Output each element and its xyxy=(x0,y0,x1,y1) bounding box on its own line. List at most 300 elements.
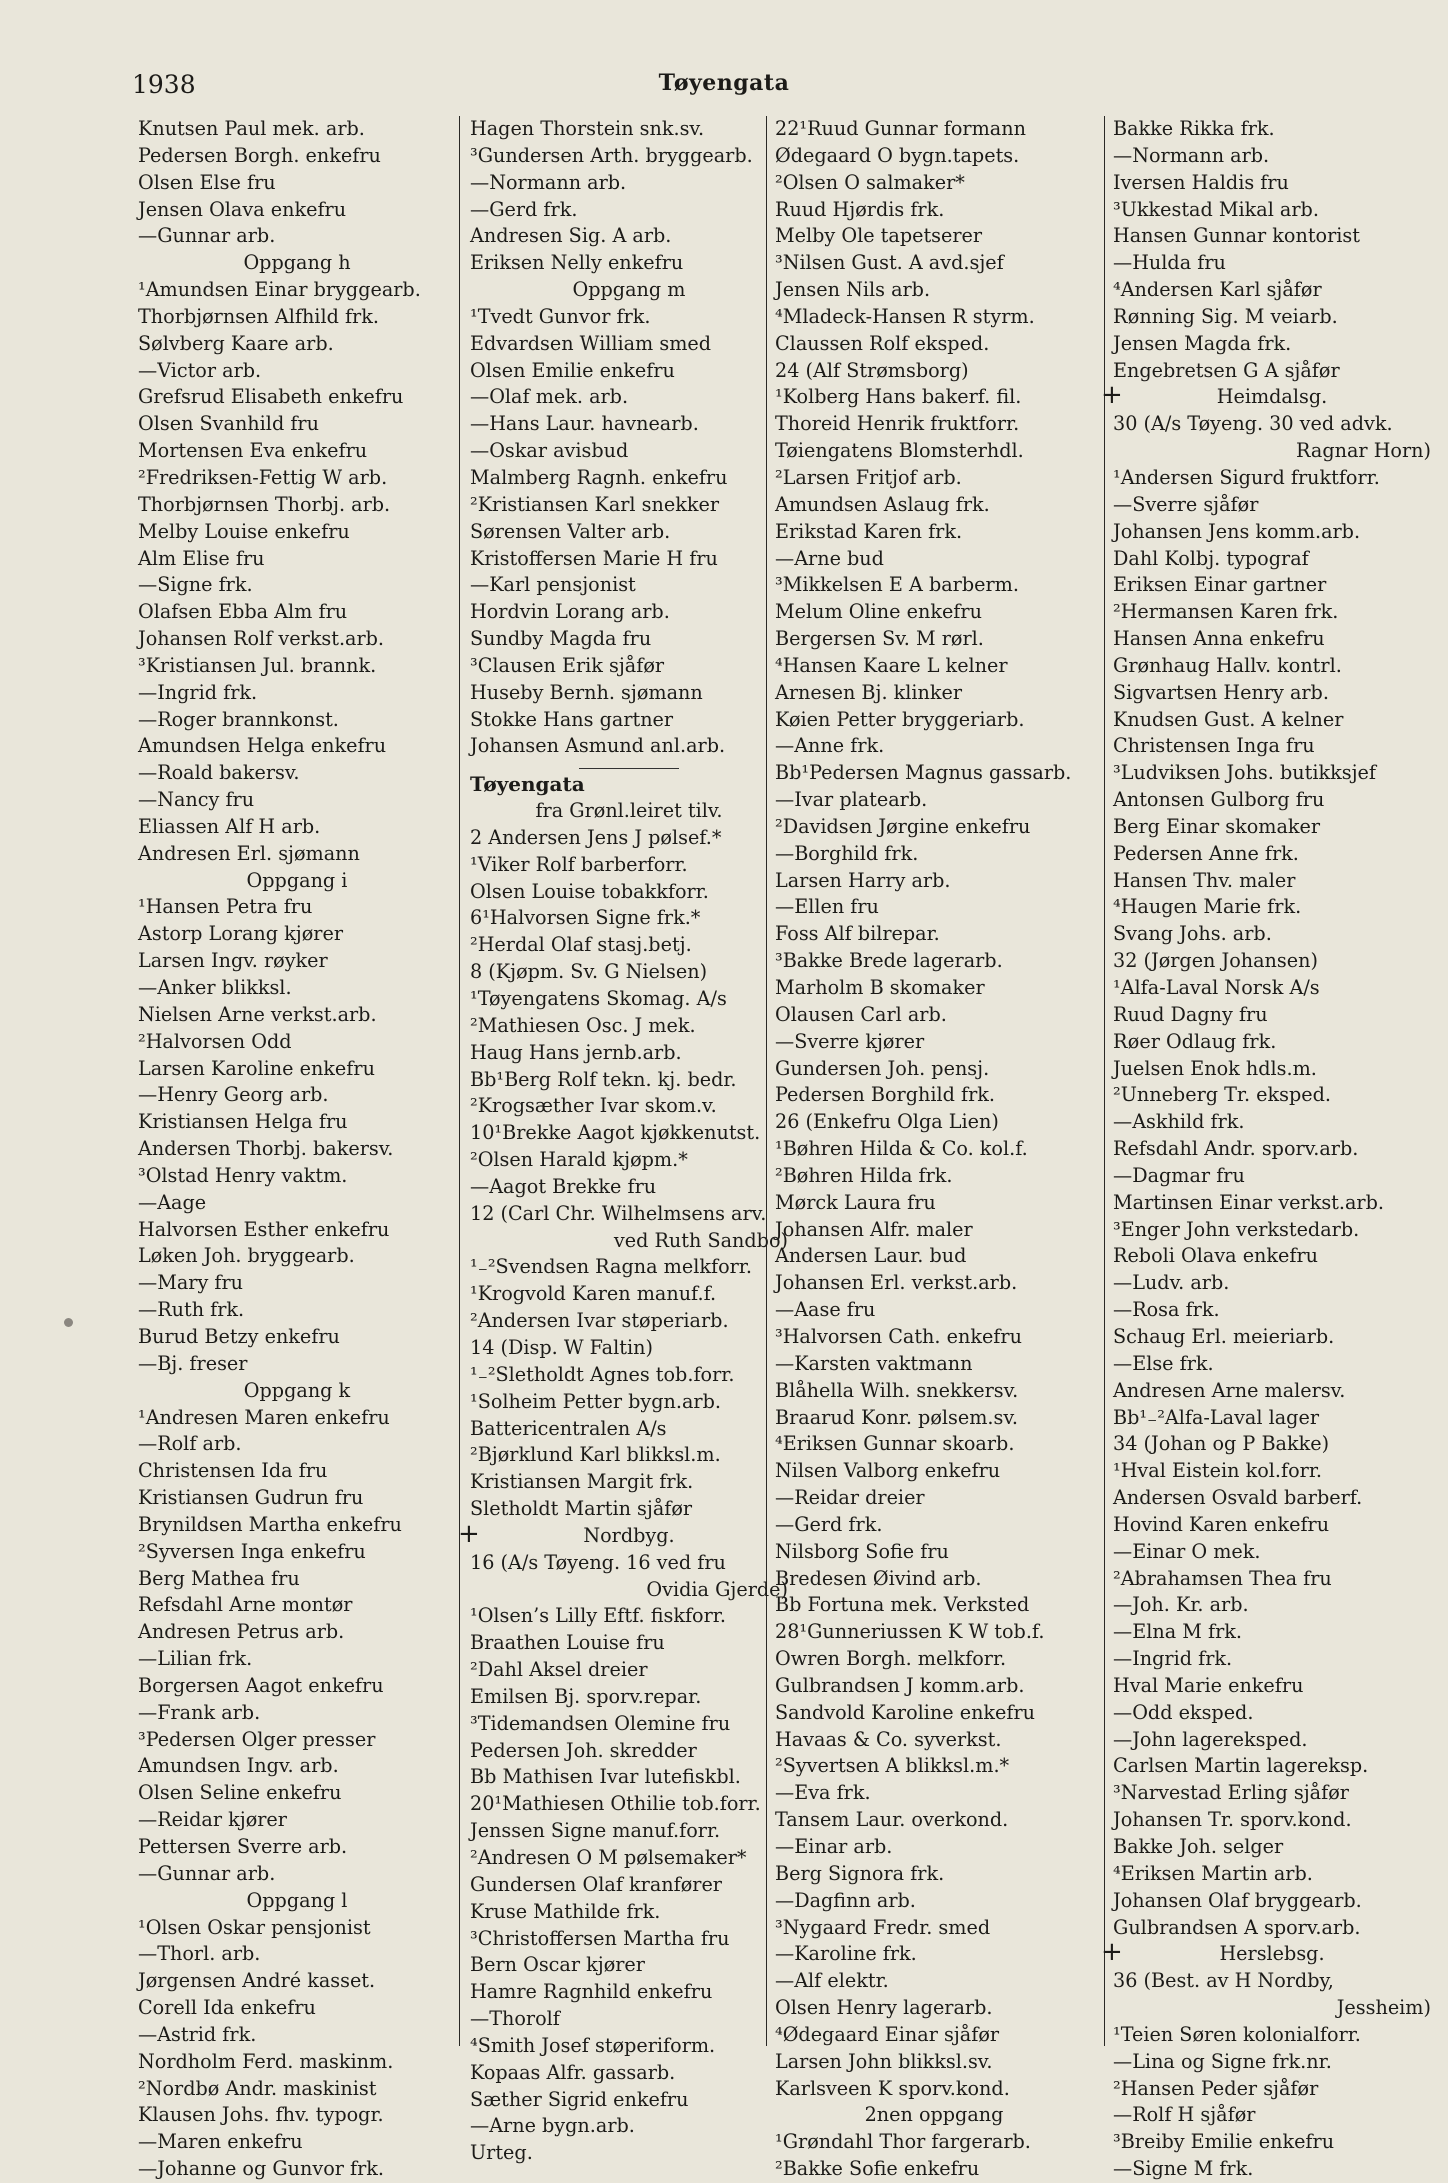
directory-entry: ³Ludviksen Johs. butikksjef xyxy=(1113,761,1376,785)
directory-entry: Bb¹₋²Alfa-Laval lager xyxy=(1113,1405,1319,1429)
directory-entry: —Frank arb. xyxy=(138,1700,261,1724)
directory-entry: —Signe M frk. xyxy=(1113,2157,1254,2181)
directory-entry: —Ivar platearb. xyxy=(775,788,928,812)
directory-entry: Larsen Ingv. røyker xyxy=(138,949,328,973)
directory-entry: Bb Mathisen Ivar lutefiskbl. xyxy=(470,1765,741,1789)
directory-entry: Andersen Thorbj. bakersv. xyxy=(138,1137,394,1161)
cross-reference-icon: + xyxy=(1101,380,1123,411)
directory-entry: ³Olstad Henry vaktm. xyxy=(138,1163,348,1187)
directory-entry: ²Bjørklund Karl blikksl.m. xyxy=(470,1443,721,1467)
directory-entry: ¹₋²Svendsen Ragna melkforr. xyxy=(470,1255,752,1279)
directory-entry: Andresen Petrus arb. xyxy=(138,1620,345,1644)
directory-entry: —Rolf arb. xyxy=(138,1432,242,1456)
directory-entry: ¹Olsen’s Lilly Eftf. fiskforr. xyxy=(470,1604,726,1628)
directory-entry: —Astrid frk. xyxy=(138,2022,257,2046)
directory-entry: ²Andersen Ivar støperiarb. xyxy=(470,1309,729,1333)
directory-entry: Stokke Hans gartner xyxy=(470,707,674,731)
directory-entry: —Ingrid frk. xyxy=(138,680,258,704)
directory-entry: ¹Andresen Maren enkefru xyxy=(138,1405,390,1429)
directory-entry: ²Krogsæther Ivar skom.v. xyxy=(470,1094,717,1118)
directory-entry: Blåhella Wilh. snekkersv. xyxy=(775,1378,1019,1402)
directory-entry: Berg Einar skomaker xyxy=(1113,814,1321,838)
directory-entry: Hval Marie enkefru xyxy=(1113,1673,1304,1697)
directory-entry: —Ruth frk. xyxy=(138,1298,245,1322)
directory-entry: Sæther Sigrid enkefru xyxy=(470,2087,689,2111)
directory-entry: —Hans Laur. havnearb. xyxy=(470,412,699,436)
directory-entry: ⁴Hansen Kaare L kelner xyxy=(775,653,1008,677)
directory-entry: Alm Elise fru xyxy=(138,546,265,570)
directory-entry: Kristoffersen Marie H fru xyxy=(470,546,718,570)
directory-entry: ²Syvertsen A blikksl.m.* xyxy=(775,1754,1010,1778)
directory-entry: Larsen John blikksl.sv. xyxy=(775,2049,993,2073)
directory-entry: Juelsen Enok hdls.m. xyxy=(1113,1056,1317,1080)
directory-entry: ³Kristiansen Jul. brannk. xyxy=(138,653,377,677)
directory-entry: Gulbrandsen J komm.arb. xyxy=(775,1673,1025,1697)
directory-entry: Olsen Louise tobakkforr. xyxy=(470,879,709,903)
directory-entry: 32 (Jørgen Johansen) xyxy=(1113,949,1318,973)
directory-entry: Braarud Konr. pølsem.sv. xyxy=(775,1405,1019,1429)
directory-entry: 20¹Mathiesen Othilie tob.forr. xyxy=(470,1792,761,1816)
directory-entry: Johansen Alfr. maler xyxy=(775,1217,973,1241)
directory-entry: 30 (A/s Tøyeng. 30 ved advk. xyxy=(1113,412,1393,436)
directory-entry: Ruud Dagny fru xyxy=(1113,1002,1268,1026)
directory-entry: —Gerd frk. xyxy=(470,197,578,221)
directory-entry: —Henry Georg arb. xyxy=(138,1083,329,1107)
directory-entry: Amundsen Aslaug frk. xyxy=(775,492,990,516)
directory-entry: Olsen Henry lagerarb. xyxy=(775,1996,993,2020)
directory-entry: Karlsveen K sporv.kond. xyxy=(775,2076,1010,2100)
directory-entry: Corell Ida enkefru xyxy=(138,1996,316,2020)
directory-entry: ²Herdal Olaf stasj.betj. xyxy=(470,933,692,957)
directory-entry: —Askhild frk. xyxy=(1113,1110,1245,1134)
page-title: Tøyengata xyxy=(658,70,790,96)
directory-entry: ²Abrahamsen Thea fru xyxy=(1113,1566,1332,1590)
directory-entry: —Victor arb. xyxy=(138,358,262,382)
directory-entry: —Eva frk. xyxy=(775,1781,871,1805)
directory-entry: ³Halvorsen Cath. enkefru xyxy=(775,1324,1022,1348)
directory-entry: —Rosa frk. xyxy=(1113,1298,1220,1322)
directory-entry: ved Ruth Sandbo) xyxy=(613,1228,788,1252)
directory-entry: —Else frk. xyxy=(1113,1351,1214,1375)
directory-entry: Nilsen Valborg enkefru xyxy=(775,1459,1001,1483)
directory-entry: Dahl Kolbj. typograf xyxy=(1113,546,1309,570)
section-divider xyxy=(579,768,679,769)
directory-column-4 xyxy=(1101,116,1431,2183)
directory-entry: —Reidar dreier xyxy=(775,1486,925,1510)
directory-entry: —Signe frk. xyxy=(138,573,253,597)
directory-entry: —Joh. Kr. arb. xyxy=(1113,1593,1249,1617)
directory-entry: Amundsen Ingv. arb. xyxy=(138,1754,339,1778)
directory-entry: ²Fredriksen-Fettig W arb. xyxy=(138,465,388,489)
directory-entry: Eriksen Einar gartner xyxy=(1113,573,1327,597)
directory-entry: Emilsen Bj. sporv.repar. xyxy=(470,1684,702,1708)
directory-entry: ²Syversen Inga enkefru xyxy=(138,1539,366,1563)
directory-entry: Bakke Joh. selger xyxy=(1113,1835,1284,1858)
directory-entry: —Ellen fru xyxy=(775,895,879,919)
directory-entry: Nilsborg Sofie fru xyxy=(775,1539,949,1563)
directory-entry: ²Hansen Peder sjåfør xyxy=(1113,2076,1319,2100)
directory-entry: fra Grønl.leiret tilv. xyxy=(535,799,723,823)
directory-entry: Pettersen Sverre arb. xyxy=(138,1835,348,1858)
directory-entry: 14 (Disp. W Faltin) xyxy=(470,1335,653,1359)
directory-entry: ³Nilsen Gust. A avd.sjef xyxy=(775,251,1004,275)
directory-entry: Martinsen Einar verkst.arb. xyxy=(1113,1190,1384,1214)
directory-entry: ⁴Eriksen Martin arb. xyxy=(1113,1861,1313,1885)
directory-entry: —Reidar kjører xyxy=(138,1808,287,1832)
directory-entry: Rønning Sig. M veiarb. xyxy=(1113,304,1338,328)
directory-entry: ¹Amundsen Einar bryggearb. xyxy=(138,278,421,302)
directory-entry: Sandvold Karoline enkefru xyxy=(775,1700,1036,1724)
directory-entry: ²Mathiesen Osc. J mek. xyxy=(470,1013,696,1037)
directory-entry: Reboli Olava enkefru xyxy=(1113,1244,1319,1268)
directory-entry: Larsen Harry arb. xyxy=(775,868,951,892)
directory-entry: Ruud Hjørdis frk. xyxy=(775,197,945,221)
directory-entry: 2 Andersen Jens J pølsef.* xyxy=(470,825,722,849)
directory-entry: —Roald bakersv. xyxy=(138,761,300,785)
directory-entry: Iversen Haldis fru xyxy=(1113,170,1289,194)
directory-entry: —Alf elektr. xyxy=(775,1969,889,1993)
directory-entry: Bergersen Sv. M rørl. xyxy=(775,627,984,651)
directory-entry: Kristiansen Helga fru xyxy=(138,1110,348,1134)
directory-entry: Carlsen Martin lagereksp. xyxy=(1113,1754,1369,1778)
directory-entry: ²Kristiansen Karl snekker xyxy=(470,492,720,516)
directory-entry: —Aase fru xyxy=(775,1298,876,1322)
directory-entry: Sølvberg Kaare arb. xyxy=(138,331,334,355)
directory-entry: ¹Andersen Sigurd fruktforr. xyxy=(1113,465,1380,489)
cross-reference-icon: + xyxy=(458,1518,480,1549)
directory-entry: Jensen Nils arb. xyxy=(775,278,931,302)
directory-entry: Sørensen Valter arb. xyxy=(470,519,671,543)
directory-entry: Ragnar Horn) xyxy=(1296,439,1431,463)
directory-entry: Pedersen Anne frk. xyxy=(1113,841,1299,865)
directory-entry: ³Mikkelsen E A barberm. xyxy=(775,573,1019,597)
directory-entry: Oppgang m xyxy=(572,278,686,302)
directory-entry: —Arne bud xyxy=(775,546,884,570)
directory-entry: —Hulda fru xyxy=(1113,251,1226,275)
directory-entry: —Rolf H sjåfør xyxy=(1113,2103,1256,2127)
directory-entry: —Mary fru xyxy=(138,1271,244,1295)
directory-entry: Jensen Olava enkefru xyxy=(138,197,347,221)
directory-entry: Foss Alf bilrepar. xyxy=(775,922,940,946)
directory-entry: ⁴Mladeck-Hansen R styrm. xyxy=(775,304,1035,328)
directory-entry: Refsdahl Andr. sporv.arb. xyxy=(1113,1137,1359,1161)
directory-entry: ¹Hval Eistein kol.forr. xyxy=(1113,1459,1322,1483)
directory-entry: —Gerd frk. xyxy=(775,1512,883,1536)
directory-entry: —Roger brannkonst. xyxy=(138,707,339,731)
directory-entry: Melby Louise enkefru xyxy=(138,519,350,543)
directory-entry: Grønhaug Hallv. kontrl. xyxy=(1113,653,1342,677)
margin-dot xyxy=(64,1318,73,1327)
directory-entry: Olsen Seline enkefru xyxy=(138,1781,342,1805)
directory-entry: —Johanne og Gunvor frk. xyxy=(138,2157,385,2181)
directory-entry: ³Pedersen Olger presser xyxy=(138,1727,376,1751)
directory-entry: Schaug Erl. meieriarb. xyxy=(1113,1324,1335,1348)
directory-entry: —Karsten vaktmann xyxy=(775,1351,973,1375)
directory-entry: ²Olsen Harald kjøpm.* xyxy=(470,1148,688,1172)
directory-entry: Oppgang h xyxy=(243,251,351,275)
directory-entry: 2nen oppgang xyxy=(864,2103,1004,2127)
directory-entry: Havaas & Co. syverkst. xyxy=(775,1727,1002,1751)
directory-entry: Hansen Gunnar kontorist xyxy=(1113,224,1360,248)
directory-entry: Bb¹Pedersen Magnus gassarb. xyxy=(775,761,1072,785)
directory-entry: Christensen Inga fru xyxy=(1113,734,1315,758)
directory-entry: ³Enger John verkstedarb. xyxy=(1113,1217,1360,1241)
directory-entry: ³Ukkestad Mikal arb. xyxy=(1113,197,1319,221)
directory-entry: ³Narvestad Erling sjåfør xyxy=(1113,1781,1349,1805)
directory-entry: Hansen Thv. maler xyxy=(1113,868,1296,892)
directory-entry: ²Bøhren Hilda frk. xyxy=(775,1163,953,1187)
directory-entry: Jenssen Signe manuf.forr. xyxy=(470,1819,721,1843)
directory-entry: ⁴Smith Josef støperiform. xyxy=(470,2033,716,2057)
directory-entry: Eriksen Nelly enkefru xyxy=(470,251,684,275)
directory-entry: 36 (Best. av H Nordby, xyxy=(1113,1969,1334,1993)
directory-entry: —Normann arb. xyxy=(470,170,627,194)
directory-entry: Kopaas Alfr. gassarb. xyxy=(470,2060,676,2084)
directory-entry: Kristiansen Gudrun fru xyxy=(138,1486,364,1510)
directory-entry: Refsdahl Arne montør xyxy=(138,1593,353,1617)
directory-entry: 24 (Alf Strømsborg) xyxy=(775,358,969,382)
directory-entry: Klausen Johs. fhv. typogr. xyxy=(138,2103,384,2127)
directory-entry: ¹Krogvold Karen manuf.f. xyxy=(470,1282,717,1306)
directory-entry: Battericentralen A/s xyxy=(470,1416,667,1440)
directory-entry: Larsen Karoline enkefru xyxy=(138,1056,375,1080)
directory-entry: Hovind Karen enkefru xyxy=(1113,1512,1330,1536)
directory-entry: Owren Borgh. melkforr. xyxy=(775,1647,1007,1671)
directory-entry: 26 (Enkefru Olga Lien) xyxy=(775,1110,999,1134)
directory-entry: Jessheim) xyxy=(1336,1996,1431,2020)
directory-entry: Hagen Thorstein snk.sv. xyxy=(470,117,705,140)
directory-entry: Johansen Tr. sporv.kond. xyxy=(1113,1808,1352,1832)
directory-entry: ¹Teien Søren kolonialforr. xyxy=(1113,2022,1361,2046)
directory-entry: Johansen Jens komm.arb. xyxy=(1113,519,1361,543)
directory-entry: Johansen Erl. verkst.arb. xyxy=(775,1271,1018,1295)
directory-entry: Engebretsen G A sjåfør xyxy=(1113,358,1340,382)
directory-entry: Eliassen Alf H arb. xyxy=(138,814,321,838)
directory-entry: Claussen Rolf eksped. xyxy=(775,331,990,355)
directory-column-1 xyxy=(138,116,456,2183)
directory-entry: Berg Signora frk. xyxy=(775,1861,945,1885)
directory-entry: —Olaf mek. arb. xyxy=(470,385,629,409)
directory-entry: —Borghild frk. xyxy=(775,841,919,865)
directory-entry: —Anker blikksl. xyxy=(138,976,292,999)
directory-entry: ³Tidemandsen Olemine fru xyxy=(470,1711,731,1735)
directory-entry: Ødegaard O bygn.tapets. xyxy=(775,143,1020,167)
directory-entry: Sundby Magda fru xyxy=(470,627,652,651)
directory-entry: —Sverre sjåfør xyxy=(1113,492,1259,516)
directory-entry: 12 (Carl Chr. Wilhelmsens arv. xyxy=(470,1201,767,1225)
directory-entry: Oppgang i xyxy=(246,868,348,892)
directory-entry: Mørck Laura fru xyxy=(775,1190,936,1214)
directory-entry: Thorbjørnsen Thorbj. arb. xyxy=(138,492,391,516)
directory-entry: ¹Olsen Oskar pensjonist xyxy=(138,1915,371,1939)
directory-entry: Nordholm Ferd. maskinm. xyxy=(138,2049,394,2073)
directory-entry: Svang Johs. arb. xyxy=(1113,922,1272,946)
directory-entry: Andersen Osvald barberf. xyxy=(1113,1486,1363,1510)
directory-entry: —Maren enkefru xyxy=(138,2130,303,2154)
directory-entry: —Arne bygn.arb. xyxy=(470,2114,635,2138)
directory-entry: ²Hermansen Karen frk. xyxy=(1113,600,1339,624)
directory-entry: Pedersen Joh. skredder xyxy=(470,1738,697,1762)
cross-reference-icon: + xyxy=(1101,1937,1123,1968)
directory-entry: ³Gundersen Arth. bryggearb. xyxy=(470,143,753,167)
directory-entry: ³Nygaard Fredr. smed xyxy=(775,1915,991,1939)
directory-entry: Hordvin Lorang arb. xyxy=(470,600,670,624)
directory-entry: —Karoline frk. xyxy=(775,1942,917,1966)
directory-entry: —Anne frk. xyxy=(775,734,885,758)
directory-entry: —Dagmar fru xyxy=(1113,1163,1245,1187)
directory-entry: Bern Oscar kjører xyxy=(470,1953,645,1977)
directory-entry: 8 (Kjøpm. Sv. G Nielsen) xyxy=(470,960,708,984)
directory-entry: ¹Tvedt Gunvor frk. xyxy=(470,304,651,328)
directory-entry: ²Dahl Aksel dreier xyxy=(470,1658,648,1682)
directory-entry: ¹Alfa-Laval Norsk A/s xyxy=(1113,976,1320,999)
directory-entry: Urteg. xyxy=(470,2141,533,2165)
directory-entry: ³Bakke Brede lagerarb. xyxy=(775,949,1003,973)
directory-entry: —Normann arb. xyxy=(1113,143,1270,167)
directory-entry: Tansem Laur. overkond. xyxy=(775,1808,1009,1832)
directory-entry: Gundersen Olaf kranfører xyxy=(470,1872,722,1896)
directory-entry: Braathen Louise fru xyxy=(470,1631,665,1655)
directory-entry: Knudsen Gust. A kelner xyxy=(1113,707,1344,731)
directory-entry: Gulbrandsen A sporv.arb. xyxy=(1113,1915,1361,1939)
directory-entry: Melby Ole tapetserer xyxy=(775,224,983,248)
directory-entry: —Ingrid frk. xyxy=(1113,1647,1233,1671)
directory-entry: Køien Petter bryggeriarb. xyxy=(775,707,1025,731)
directory-entry: Pedersen Borgh. enkefru xyxy=(138,143,381,167)
directory-entry: Andersen Laur. bud xyxy=(775,1244,967,1268)
directory-entry: ¹Kolberg Hans bakerf. fil. xyxy=(775,385,1022,409)
directory-entry: ¹Solheim Petter bygn.arb. xyxy=(470,1389,721,1413)
directory-entry: ⁴Eriksen Gunnar skoarb. xyxy=(775,1432,1015,1456)
directory-entry: Berg Mathea fru xyxy=(138,1566,300,1590)
directory-entry: ²Davidsen Jørgine enkefru xyxy=(775,814,1031,838)
directory-entry: Oppgang k xyxy=(243,1378,351,1402)
directory-entry: Haug Hans jernb.arb. xyxy=(470,1040,682,1064)
directory-entry: ¹₋²Sletholdt Agnes tob.forr. xyxy=(470,1362,735,1386)
directory-entry: Sigvartsen Henry arb. xyxy=(1113,680,1329,704)
directory-entry: ¹Grøndahl Thor fargerarb. xyxy=(775,2130,1031,2154)
directory-entry: —Ludv. arb. xyxy=(1113,1271,1230,1295)
directory-entry: Astorp Lorang kjører xyxy=(138,922,343,946)
directory-entry: ²Nordbø Andr. maskinist xyxy=(138,2076,377,2100)
directory-entry: Gundersen Joh. pensj. xyxy=(775,1056,990,1080)
directory-entry: ¹Bøhren Hilda & Co. kol.f. xyxy=(775,1137,1028,1161)
directory-entry: ²Larsen Fritjof arb. xyxy=(775,465,962,489)
directory-entry: —Einar O mek. xyxy=(1113,1539,1261,1563)
directory-entry: Bb Fortuna mek. Verksted xyxy=(775,1593,1030,1617)
directory-entry: ⁴Andersen Karl sjåfør xyxy=(1113,278,1322,302)
directory-entry: ¹Viker Rolf barberforr. xyxy=(470,852,688,876)
directory-entry: Tøiengatens Blomsterhdl. xyxy=(775,439,1024,463)
directory-entry: Kruse Mathilde frk. xyxy=(470,1899,661,1923)
directory-entry: Borgersen Aagot enkefru xyxy=(138,1673,384,1697)
page-header xyxy=(0,70,1448,110)
directory-entry: ³Breiby Emilie enkefru xyxy=(1113,2130,1335,2154)
directory-entry: 16 (A/s Tøyeng. 16 ved fru xyxy=(470,1550,726,1574)
directory-entry: —Thorl. arb. xyxy=(138,1942,261,1966)
directory-entry: 34 (Johan og P Bakke) xyxy=(1113,1432,1330,1456)
directory-entry: —Gunnar arb. xyxy=(138,1861,276,1885)
directory-entry: —Thorolf xyxy=(470,2007,560,2031)
directory-entry: —Lina og Signe frk.nr. xyxy=(1113,2049,1332,2073)
directory-entry: Herslebsg. + xyxy=(1101,1937,1325,1968)
directory-entry: Thorbjørnsen Alfhild frk. xyxy=(138,304,379,328)
directory-entry: —Oskar avisbud xyxy=(470,439,629,463)
directory-entry: 22¹Ruud Gunnar formann xyxy=(775,117,1026,140)
directory-column-3 xyxy=(775,116,1093,2183)
directory-entry: Melum Oline enkefru xyxy=(775,600,982,624)
directory-entry: Edvardsen William smed xyxy=(470,331,712,355)
directory-entry: Arnesen Bj. klinker xyxy=(775,680,963,704)
directory-entry: 10¹Brekke Aagot kjøkkenutst. xyxy=(470,1121,761,1145)
directory-entry: Pedersen Borghild frk. xyxy=(775,1083,995,1107)
directory-entry: ²Halvorsen Odd xyxy=(138,1029,292,1053)
directory-entry: —John lagereksped. xyxy=(1113,1727,1308,1751)
directory-entry: Andresen Erl. sjømann xyxy=(138,841,360,865)
directory-entry: ¹Hansen Petra fru xyxy=(138,895,313,919)
page-number: 1938 xyxy=(132,70,196,99)
directory-entry: ³Clausen Erik sjåfør xyxy=(470,653,665,677)
directory-entry: Olsen Else fru xyxy=(138,170,276,194)
directory-entry: Bb¹Berg Rolf tekn. kj. bedr. xyxy=(470,1067,737,1091)
directory-entry: Bredesen Øivind arb. xyxy=(775,1566,982,1590)
directory-entry: Jørgensen André kasset. xyxy=(138,1969,376,1993)
directory-entry: Brynildsen Martha enkefru xyxy=(138,1512,402,1536)
directory-entry: 28¹Gunneriussen K W tob.f. xyxy=(775,1620,1045,1644)
directory-entry: Jensen Magda frk. xyxy=(1113,331,1292,355)
directory-entry: Burud Betzy enkefru xyxy=(138,1324,340,1348)
directory-entry: ⁴Ødegaard Einar sjåfør xyxy=(775,2022,1000,2046)
directory-entry: ²Bakke Sofie enkefru xyxy=(775,2157,980,2181)
directory-entry: Johansen Olaf bryggearb. xyxy=(1113,1888,1362,1912)
directory-entry: Olausen Carl arb. xyxy=(775,1002,947,1026)
directory-entry: —Elna M frk. xyxy=(1113,1620,1242,1644)
directory-entry: Kristiansen Margit frk. xyxy=(470,1470,694,1494)
directory-entry: Olafsen Ebba Alm fru xyxy=(138,600,348,624)
directory-entry: Røer Odlaug frk. xyxy=(1113,1029,1277,1053)
directory-entry: Nordbyg. + xyxy=(458,1518,675,1549)
directory-entry: Mortensen Eva enkefru xyxy=(138,439,368,463)
directory-entry: —Aage xyxy=(138,1190,207,1214)
directory-entry: Hansen Anna enkefru xyxy=(1113,627,1325,651)
directory-entry: Ovidia Gjerde) xyxy=(646,1577,788,1601)
directory-entry: Sletholdt Martin sjåfør xyxy=(470,1497,693,1521)
directory-entry: ²Andresen O M pølsemaker* xyxy=(470,1846,747,1869)
directory-entry: —Karl pensjonist xyxy=(470,573,636,597)
directory-entry: —Sverre kjører xyxy=(775,1029,925,1053)
directory-entry: —Lilian frk. xyxy=(138,1647,253,1671)
directory-entry: Tøyengata xyxy=(470,772,585,797)
directory-entry: Oppgang l xyxy=(246,1888,348,1912)
directory-entry: Huseby Bernh. sjømann xyxy=(470,680,703,704)
directory-entry: Knutsen Paul mek. arb. xyxy=(138,117,365,140)
directory-entry: Erikstad Karen frk. xyxy=(775,519,963,543)
directory-entry: ²Olsen O salmaker* xyxy=(775,170,965,194)
directory-entry: ²Unneberg Tr. eksped. xyxy=(1113,1083,1332,1107)
directory-entry: ⁴Haugen Marie frk. xyxy=(1113,895,1302,919)
directory-entry: —Einar arb. xyxy=(775,1835,893,1858)
directory-entry: Johansen Rolf verkst.arb. xyxy=(138,627,385,651)
directory-entry: Andresen Sig. A arb. xyxy=(470,224,672,248)
directory-entry: Halvorsen Esther enkefru xyxy=(138,1217,390,1241)
directory-entry: Malmberg Ragnh. enkefru xyxy=(470,465,728,489)
directory-entry: —Bj. freser xyxy=(138,1351,248,1375)
directory-entry: —Dagfinn arb. xyxy=(775,1888,916,1912)
directory-entry: —Gunnar arb. xyxy=(138,224,276,248)
directory-entry: Thoreid Henrik fruktforr. xyxy=(775,412,1020,436)
directory-entry: Bakke Rikka frk. xyxy=(1113,117,1275,140)
directory-entry: Grefsrud Elisabeth enkefru xyxy=(138,385,404,409)
